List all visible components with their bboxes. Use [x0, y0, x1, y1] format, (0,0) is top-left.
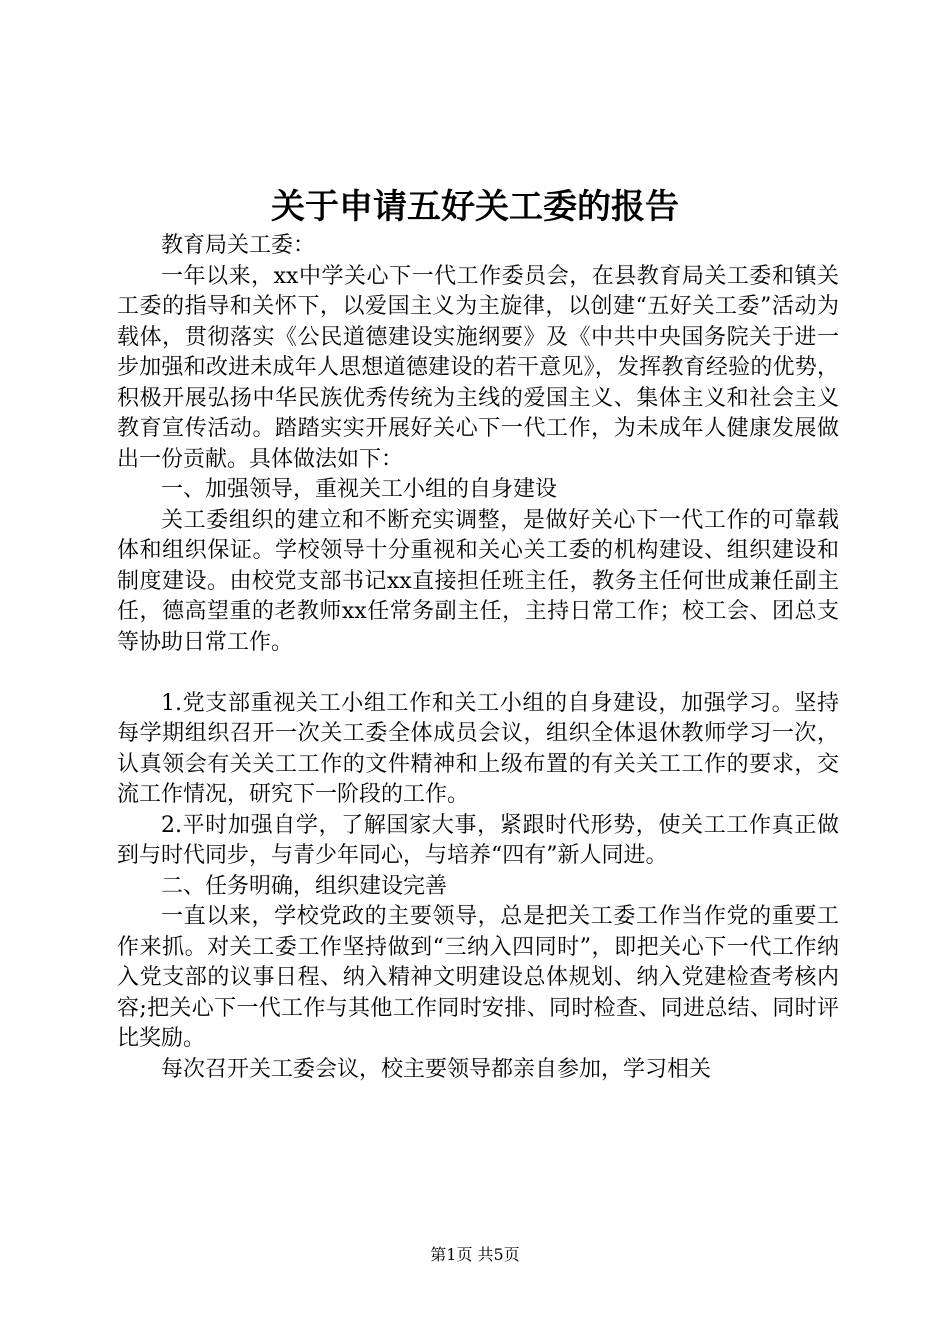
page-number: 第1页 共5页 — [430, 1245, 520, 1264]
blank-line — [117, 658, 839, 689]
section-heading-1: 一、加强领导，重视关工小组的自身建设 — [161, 477, 558, 502]
section-heading-2: 二、任务明确，组织建设完善 — [161, 873, 448, 899]
salutation: 教育局关工委： — [161, 233, 316, 258]
paragraph-section-2: 一直以来，学校党政的主要领导，总是把关工委工作当作党的重要工作来抓。对关工委工作坚持做到“三纳入四同时”，即把关心下一代工作纳入党支部的议事日程、纳入精神文明建设总体规划、纳入党建检查考核内容;把关心下一代工作与其他工作同时安排、同时检查、同进总结、同时评比奖励。 — [117, 904, 839, 1051]
paragraph-continued: 每次召开关工委会议，校主要领导都亲自参加，学习相关 — [161, 1056, 712, 1082]
paragraph-section-1: 关工委组织的建立和不断充实调整，是做好关心下一代工作的可靠载体和组织保证。学校领导十分重视和关心关工委的机构建设、组织建设和制度建设。由校党支部书记xx直接担任班主任，教务主任何世成兼任副主任，德高望重的老教师xx任常务副主任，主持日常工作；校工会、团总支等协助日常工作。 — [117, 507, 839, 655]
paragraph-item-2: 2.平时加强自学，了解国家大事，紧跟时代形势，使关工工作真正做到与时代同步，与青少年同心，与培养“四有”新人同进。 — [117, 812, 839, 868]
document-body — [117, 231, 839, 1085]
document-title: 关于申请五好关工委的报告 — [271, 187, 679, 227]
paragraph-intro: 一年以来，xx中学关心下一代工作委员会，在县教育局关工委和镇关工委的指导和关怀下，以爱国主义为主旋律，以创建“五好关工委”活动为载体，贯彻落实《公民道德建设实施纲要》及《中共中央国务院关于进一步加强和改进未成年人思想道德建设的若干意见》，发挥教育经验的优势，积极开展弘扬中华民族优秀传统为主线的爱国主义、集体主义和社会主义教育宣传活动。踏踏实实开展好关心下一代工作，为未成年人健康发展做出一份贡献。具体做法如下： — [117, 263, 839, 472]
paragraph-item-1: 1.党支部重视关工小组工作和关工小组的自身建设，加强学习。坚持每学期组织召开一次关工委全体成员会议，组织全体退休教师学习一次，认真领会有关关工工作的文件精神和上级布置的有关关工工作的要求，交流工作情况，研究下一阶段的工作。 — [117, 690, 839, 807]
